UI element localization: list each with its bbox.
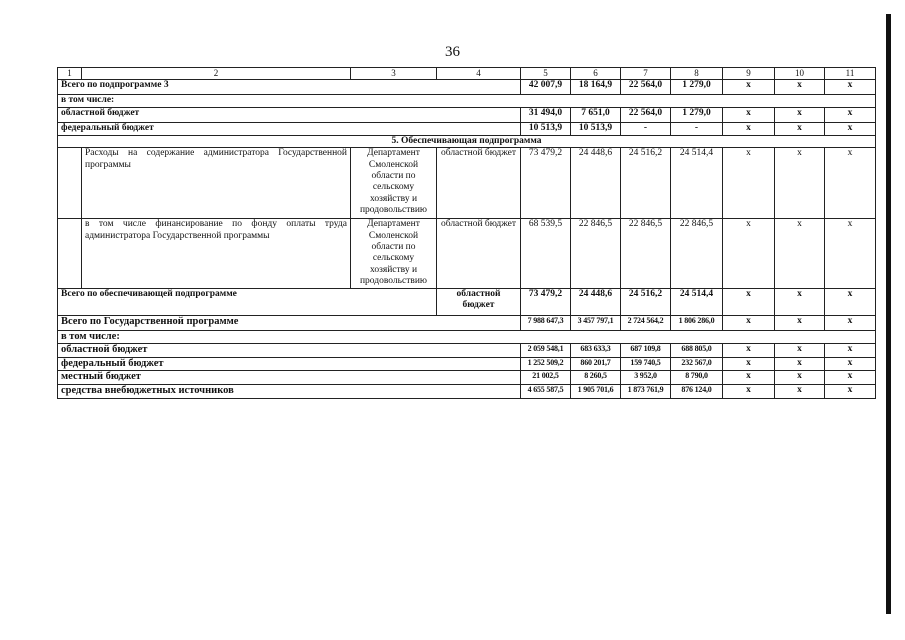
program-total-row (58, 315, 876, 330)
cell-value: 687 109,8 (621, 344, 671, 358)
cell-value: 22 564,0 (621, 107, 671, 122)
cell-value: 159 740,5 (621, 357, 671, 371)
cell-value: х (723, 288, 775, 315)
cell-value: х (723, 219, 775, 288)
cell-value: 7 988 647,3 (521, 315, 571, 330)
cell-value: 1 279,0 (671, 107, 723, 122)
col-num-4: 4 (437, 68, 521, 80)
cell-value: 3 457 797,1 (571, 315, 621, 330)
row-label: местный бюджет (58, 371, 521, 385)
section-5-row-2 (58, 219, 876, 288)
budget-table (57, 67, 876, 399)
cell-value: 2 059 548,1 (521, 344, 571, 358)
cell-value: 1 905 701,6 (571, 384, 621, 398)
cell-value: 8 790,0 (671, 371, 723, 385)
cell-value: х (723, 122, 775, 135)
col-num-7: 7 (621, 68, 671, 80)
cell-value: х (825, 288, 876, 315)
scan-edge-bar (886, 14, 891, 614)
cell-value: 683 633,3 (571, 344, 621, 358)
cell-value: х (825, 344, 876, 358)
cell-value: 688 805,0 (671, 344, 723, 358)
cell-value: 21 002,5 (521, 371, 571, 385)
program-federal-row (58, 357, 876, 371)
cell-value: 31 494,0 (521, 107, 571, 122)
cell-value: х (825, 384, 876, 398)
cell-value: 860 201,7 (571, 357, 621, 371)
program-local-row (58, 371, 876, 385)
col-num-6: 6 (571, 68, 621, 80)
cell-value: х (723, 79, 775, 94)
col-num-2: 2 (82, 68, 351, 80)
cell-value: 1 806 286,0 (671, 315, 723, 330)
cell-value: х (723, 315, 775, 330)
row-source: областной бюджет (437, 288, 521, 315)
cell-value: 24 448,6 (571, 288, 621, 315)
row-label: областной бюджет (58, 107, 521, 122)
cell-value: - (671, 122, 723, 135)
cell-value: 1 279,0 (671, 79, 723, 94)
cell-value: х (723, 148, 775, 219)
program-regional-row (58, 344, 876, 358)
row-number-cell (58, 148, 82, 219)
cell-value: х (825, 219, 876, 288)
row-source: областной бюджет (437, 219, 521, 288)
cell-value: - (621, 122, 671, 135)
cell-value: 68 539,5 (521, 219, 571, 288)
cell-value: х (825, 371, 876, 385)
col-num-5: 5 (521, 68, 571, 80)
program-extra-row (58, 384, 876, 398)
cell-value: х (775, 371, 825, 385)
cell-value: х (825, 122, 876, 135)
cell-value: 73 479,2 (521, 288, 571, 315)
cell-value: 24 516,2 (621, 288, 671, 315)
cell-value: х (775, 384, 825, 398)
row-label: в том числе: (58, 94, 876, 107)
cell-value: х (723, 371, 775, 385)
col-num-1: 1 (58, 68, 82, 80)
cell-value: 1 252 509,2 (521, 357, 571, 371)
cell-value: 24 448,6 (571, 148, 621, 219)
cell-value: 24 514,4 (671, 148, 723, 219)
cell-value: 232 567,0 (671, 357, 723, 371)
cell-value: х (775, 288, 825, 315)
row-label: федеральный бюджет (58, 122, 521, 135)
cell-value: х (723, 384, 775, 398)
row-label: федеральный бюджет (58, 357, 521, 371)
row-executor: Департамент Смоленской области по сельскому хозяйству и продовольствию (351, 148, 437, 219)
cell-value: х (775, 107, 825, 122)
cell-value: х (775, 148, 825, 219)
cell-value: 876 124,0 (671, 384, 723, 398)
section-title: 5. Обеспечивающая подпрограмма (58, 135, 876, 147)
column-number-row (58, 68, 876, 80)
cell-value: 22 564,0 (621, 79, 671, 94)
cell-value: х (825, 357, 876, 371)
cell-value: 22 846,5 (571, 219, 621, 288)
cell-value: 10 513,9 (571, 122, 621, 135)
cell-value: х (775, 79, 825, 94)
cell-value: х (723, 107, 775, 122)
sub3-total-row (58, 79, 876, 94)
row-label: средства внебюджетных источников (58, 384, 521, 398)
row-label: областной бюджет (58, 344, 521, 358)
cell-value: х (775, 344, 825, 358)
row-source: областной бюджет (437, 148, 521, 219)
cell-value: х (775, 122, 825, 135)
col-num-11: 11 (825, 68, 876, 80)
cell-value: х (825, 107, 876, 122)
cell-value: 42 007,9 (521, 79, 571, 94)
col-num-9: 9 (723, 68, 775, 80)
cell-value: 18 164,9 (571, 79, 621, 94)
row-executor: Департамент Смоленской области по сельскому хозяйству и продовольствию (351, 219, 437, 288)
cell-value: 3 952,0 (621, 371, 671, 385)
row-label: Всего по Государственной программе (58, 315, 521, 330)
sub3-regional-row (58, 107, 876, 122)
cell-value: х (775, 219, 825, 288)
cell-value: 73 479,2 (521, 148, 571, 219)
sub3-federal-row (58, 122, 876, 135)
col-num-8: 8 (671, 68, 723, 80)
section-5-total-row (58, 288, 876, 315)
row-label: в том числе: (58, 330, 876, 344)
cell-value: 7 651,0 (571, 107, 621, 122)
sub3-incl-row (58, 94, 876, 107)
section-5-title-row (58, 135, 876, 147)
cell-value: х (775, 357, 825, 371)
cell-value: 2 724 564,2 (621, 315, 671, 330)
row-description: в том числе финансирование по фонду оплаты труда администратора Государственной программы (82, 219, 351, 288)
row-number-cell (58, 219, 82, 288)
cell-value: 10 513,9 (521, 122, 571, 135)
section-5-row-1 (58, 148, 876, 219)
col-num-3: 3 (351, 68, 437, 80)
cell-value: 22 846,5 (671, 219, 723, 288)
row-label: Всего по обеспечивающей подпрограмме (58, 288, 437, 315)
cell-value: х (825, 79, 876, 94)
cell-value: 24 514,4 (671, 288, 723, 315)
cell-value: х (825, 315, 876, 330)
cell-value: х (723, 344, 775, 358)
col-num-10: 10 (775, 68, 825, 80)
cell-value: 24 516,2 (621, 148, 671, 219)
cell-value: х (723, 357, 775, 371)
cell-value: 8 260,5 (571, 371, 621, 385)
cell-value: 1 873 761,9 (621, 384, 671, 398)
cell-value: х (775, 315, 825, 330)
cell-value: 4 655 587,5 (521, 384, 571, 398)
cell-value: 22 846,5 (621, 219, 671, 288)
row-description: Расходы на содержание администратора Государственной программы (82, 148, 351, 219)
program-incl-row (58, 330, 876, 344)
row-label: Всего по подпрограмме 3 (58, 79, 521, 94)
cell-value: х (825, 148, 876, 219)
page-number: 36 (445, 44, 460, 60)
